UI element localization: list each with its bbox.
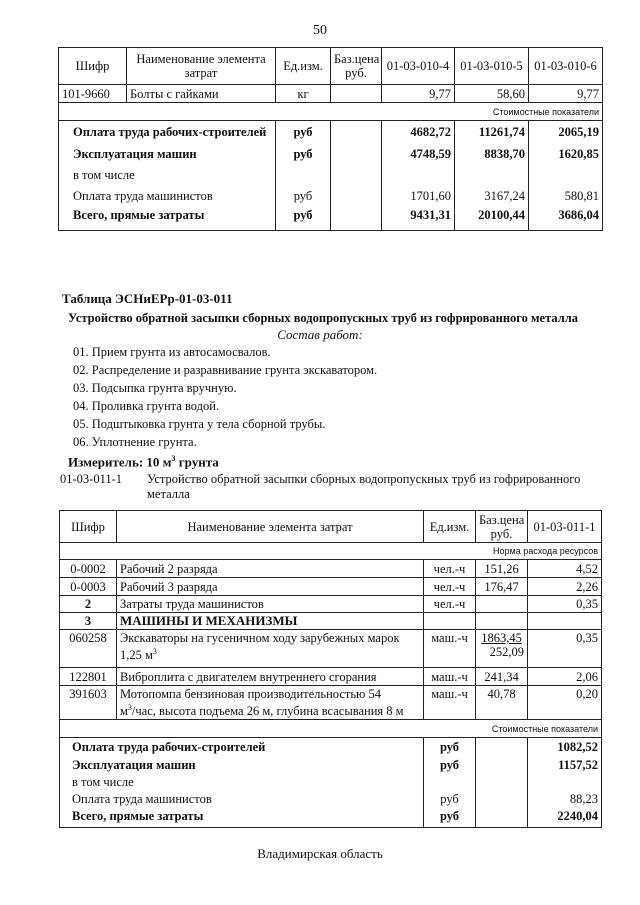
empty-cell xyxy=(331,207,382,231)
summary-unit: руб xyxy=(276,207,331,231)
summary-row xyxy=(60,808,602,828)
norm-label: Норма расхода ресурсов xyxy=(60,543,602,560)
cell-value: 9,77 xyxy=(382,85,455,103)
empty-cell xyxy=(424,613,476,630)
summary-label: Оплата труда машинистов xyxy=(60,790,424,808)
summary-value: 9431,31 xyxy=(382,207,455,231)
list-item: 01. Прием грунта из автосамосвалов. xyxy=(73,345,271,359)
summary-value: 2240,04 xyxy=(528,808,602,828)
table-row xyxy=(60,686,602,720)
cell-name-text: м xyxy=(120,704,128,719)
summary-label: Оплата труда рабочих-строителей xyxy=(60,738,424,756)
works-list xyxy=(73,345,377,453)
cell-code: 0-0003 xyxy=(60,578,117,596)
cell-name: Рабочий 3 разряда xyxy=(117,578,424,596)
empty-cell xyxy=(528,613,602,630)
cell-name-line2 xyxy=(120,645,420,662)
cell-name: Рабочий 2 разряда xyxy=(117,560,424,578)
cell-name-line1: Мотопомпа бензиновая производительностью 54 xyxy=(120,687,382,701)
summary-value: 1082,52 xyxy=(528,738,602,756)
header-col-1: 01-03-010-4 xyxy=(382,48,455,85)
item-text-line1: Устройство обратной засыпки сборных водопропускных труб из гофрированного xyxy=(147,472,581,486)
empty-cell xyxy=(476,738,528,756)
cell-name: МАШИНЫ И МЕХАНИЗМЫ xyxy=(117,613,424,630)
summary-value: 1157,52 xyxy=(528,756,602,774)
cell-name: Болты с гайками xyxy=(127,85,276,103)
cell-code: 122801 xyxy=(60,668,117,686)
cell-unit: чел.-ч xyxy=(424,578,476,596)
summary-label: Всего, прямые затраты xyxy=(59,207,276,231)
cell-price xyxy=(476,630,528,668)
list-item: 03. Подсыпка грунта вручную. xyxy=(73,381,237,395)
cell-price: 151,26 xyxy=(476,560,528,578)
header-base-price: Баз.цена руб. xyxy=(476,511,528,543)
cell-code: 391603 xyxy=(60,686,117,720)
summary-unit: руб xyxy=(276,185,331,207)
empty-cell xyxy=(331,143,382,165)
summary-unit: руб xyxy=(276,121,331,143)
summary-value: 20100,44 xyxy=(455,207,529,231)
header-unit: Ед.изм. xyxy=(424,511,476,543)
cell-value: 58,60 xyxy=(455,85,529,103)
empty-cell xyxy=(529,165,603,185)
cell-name: Затраты труда машинистов xyxy=(117,596,424,613)
empty-cell xyxy=(476,808,528,828)
section-label: Стоимостные показатели xyxy=(60,720,602,738)
summary-unit: руб xyxy=(424,756,476,774)
empty-cell xyxy=(382,165,455,185)
empty-cell xyxy=(476,790,528,808)
measure-unit xyxy=(68,454,219,470)
header-col-3: 01-03-010-6 xyxy=(529,48,603,85)
list-item: 04. Проливка грунта водой. xyxy=(73,399,220,413)
cell-value: 2,06 xyxy=(528,668,602,686)
empty-cell xyxy=(476,774,528,790)
summary-row xyxy=(60,774,602,790)
page-number: 50 xyxy=(313,23,327,38)
empty-cell xyxy=(455,165,529,185)
header-col-1: 01-03-011-1 xyxy=(528,511,602,543)
cell-value: 9,77 xyxy=(529,85,603,103)
works-heading: Состав работ: xyxy=(277,327,363,342)
summary-unit: руб xyxy=(424,808,476,828)
summary-row xyxy=(60,756,602,774)
empty-cell xyxy=(528,774,602,790)
resource-table-2 xyxy=(59,510,602,828)
footer-region: Владимирская область xyxy=(257,846,383,861)
table-row xyxy=(60,560,602,578)
summary-label: Всего, прямые затраты xyxy=(60,808,424,828)
item-text-line2: металла xyxy=(147,487,190,501)
table-row xyxy=(59,85,603,103)
section-label-row xyxy=(60,720,602,738)
section-label-row xyxy=(59,103,603,121)
cell-price-bottom: 252,09 xyxy=(489,645,524,659)
measure-suffix: грунта xyxy=(175,454,219,470)
header-base-price: Баз.цена руб. xyxy=(331,48,382,85)
cell-value: 2,26 xyxy=(528,578,602,596)
empty-cell xyxy=(331,185,382,207)
summary-value: 3167,24 xyxy=(455,185,529,207)
summary-row xyxy=(60,738,602,756)
table-row xyxy=(60,668,602,686)
cell-name-line1: Экскаваторы на гусеничном ходу зарубежных марок xyxy=(120,631,400,645)
summary-value: 1701,60 xyxy=(382,185,455,207)
table-header-row xyxy=(59,48,603,85)
empty-cell xyxy=(476,613,528,630)
empty-cell xyxy=(476,756,528,774)
section-title: Устройство обратной засыпки сборных водопропускных труб из гофрированного металла xyxy=(68,311,579,325)
cell-unit: маш.-ч xyxy=(424,668,476,686)
summary-label: в том числе xyxy=(60,774,424,790)
summary-value: 4682,72 xyxy=(382,121,455,143)
summary-row xyxy=(59,143,603,165)
summary-row xyxy=(59,185,603,207)
summary-value: 88,23 xyxy=(528,790,602,808)
cell-code: 101-9660 xyxy=(59,85,127,103)
cell-name: Виброплита с двигателем внутреннего сгорания xyxy=(117,668,424,686)
header-unit: Ед.изм. xyxy=(276,48,331,85)
summary-row xyxy=(59,207,603,231)
cell-name xyxy=(117,630,424,668)
cell-value: 0,20 xyxy=(528,686,602,720)
cell-unit: кг xyxy=(276,85,331,103)
summary-value: 4748,59 xyxy=(382,143,455,165)
header-name: Наименование элемента затрат xyxy=(117,511,424,543)
measure-sup: 3 xyxy=(171,454,176,463)
summary-label: Эксплуатация машин xyxy=(59,143,276,165)
table-row xyxy=(60,596,602,613)
measure-prefix: Измеритель: 10 м xyxy=(68,454,172,470)
cell-value: 4,52 xyxy=(528,560,602,578)
empty-cell xyxy=(331,121,382,143)
summary-label: Оплата труда машинистов xyxy=(59,185,276,207)
cell-value: 0,35 xyxy=(528,630,602,668)
summary-unit: руб xyxy=(424,790,476,808)
cell-code: 3 xyxy=(60,613,117,630)
table-row xyxy=(60,578,602,596)
table-header-row xyxy=(60,511,602,543)
cell-price: 40,78 xyxy=(476,686,528,720)
summary-row xyxy=(59,165,603,185)
list-item: 02. Распределение и разравнивание грунта экскаватором. xyxy=(73,363,378,377)
cell-code: 0-0002 xyxy=(60,560,117,578)
cell-unit: чел.-ч xyxy=(424,560,476,578)
summary-label: Оплата труда рабочих-строителей xyxy=(59,121,276,143)
section-label: Стоимостные показатели xyxy=(59,103,603,121)
cell-unit: чел.-ч xyxy=(424,596,476,613)
cell-name-sup: 3 xyxy=(152,647,157,656)
list-item: 05. Подштыковка грунта у тела сборной трубы. xyxy=(73,417,326,431)
summary-value: 580,81 xyxy=(529,185,603,207)
cell-name-text: /час, высота подъема 26 м, глубина всасывания 8 м xyxy=(131,704,404,719)
group-row xyxy=(60,613,602,630)
cell-name-text: 1,25 м xyxy=(120,648,153,663)
summary-row xyxy=(60,790,602,808)
cell-code: 2 xyxy=(60,596,117,613)
summary-unit: руб xyxy=(424,738,476,756)
summary-label: Эксплуатация машин xyxy=(60,756,424,774)
cell-name xyxy=(117,686,424,720)
list-item: 06. Уплотнение грунта. xyxy=(73,435,197,449)
table-code: Таблица ЭСНиЕРр-01-03-011 xyxy=(62,291,233,306)
norm-label-row xyxy=(60,543,602,560)
cell-value: 0,35 xyxy=(528,596,602,613)
table-row xyxy=(60,630,602,668)
cell-name-sup: 3 xyxy=(127,703,132,712)
empty-cell xyxy=(276,165,331,185)
cell-unit: маш.-ч xyxy=(424,686,476,720)
cell-price-top: 1863,45 xyxy=(481,631,522,645)
summary-value: 3686,04 xyxy=(529,207,603,231)
header-code: Шифр xyxy=(59,48,127,85)
summary-value: 2065,19 xyxy=(529,121,603,143)
summary-value: 8838,70 xyxy=(455,143,529,165)
cell-price: 176,47 xyxy=(476,578,528,596)
cell-unit: маш.-ч xyxy=(424,630,476,668)
header-name: Наименование элемента затрат xyxy=(127,48,276,85)
summary-value: 1620,85 xyxy=(529,143,603,165)
header-code: Шифр xyxy=(60,511,117,543)
item-code: 01-03-011-1 xyxy=(60,472,123,486)
cell-price: 241,34 xyxy=(476,668,528,686)
resource-table-1 xyxy=(58,47,603,231)
summary-label: в том числе xyxy=(59,165,276,185)
summary-value: 11261,74 xyxy=(455,121,529,143)
empty-cell xyxy=(331,165,382,185)
summary-row xyxy=(59,121,603,143)
cell-price xyxy=(331,85,382,103)
cell-price xyxy=(476,596,528,613)
summary-unit: руб xyxy=(276,143,331,165)
header-col-2: 01-03-010-5 xyxy=(455,48,529,85)
empty-cell xyxy=(424,774,476,790)
cell-code: 060258 xyxy=(60,630,117,668)
cell-name-line2 xyxy=(120,701,420,718)
